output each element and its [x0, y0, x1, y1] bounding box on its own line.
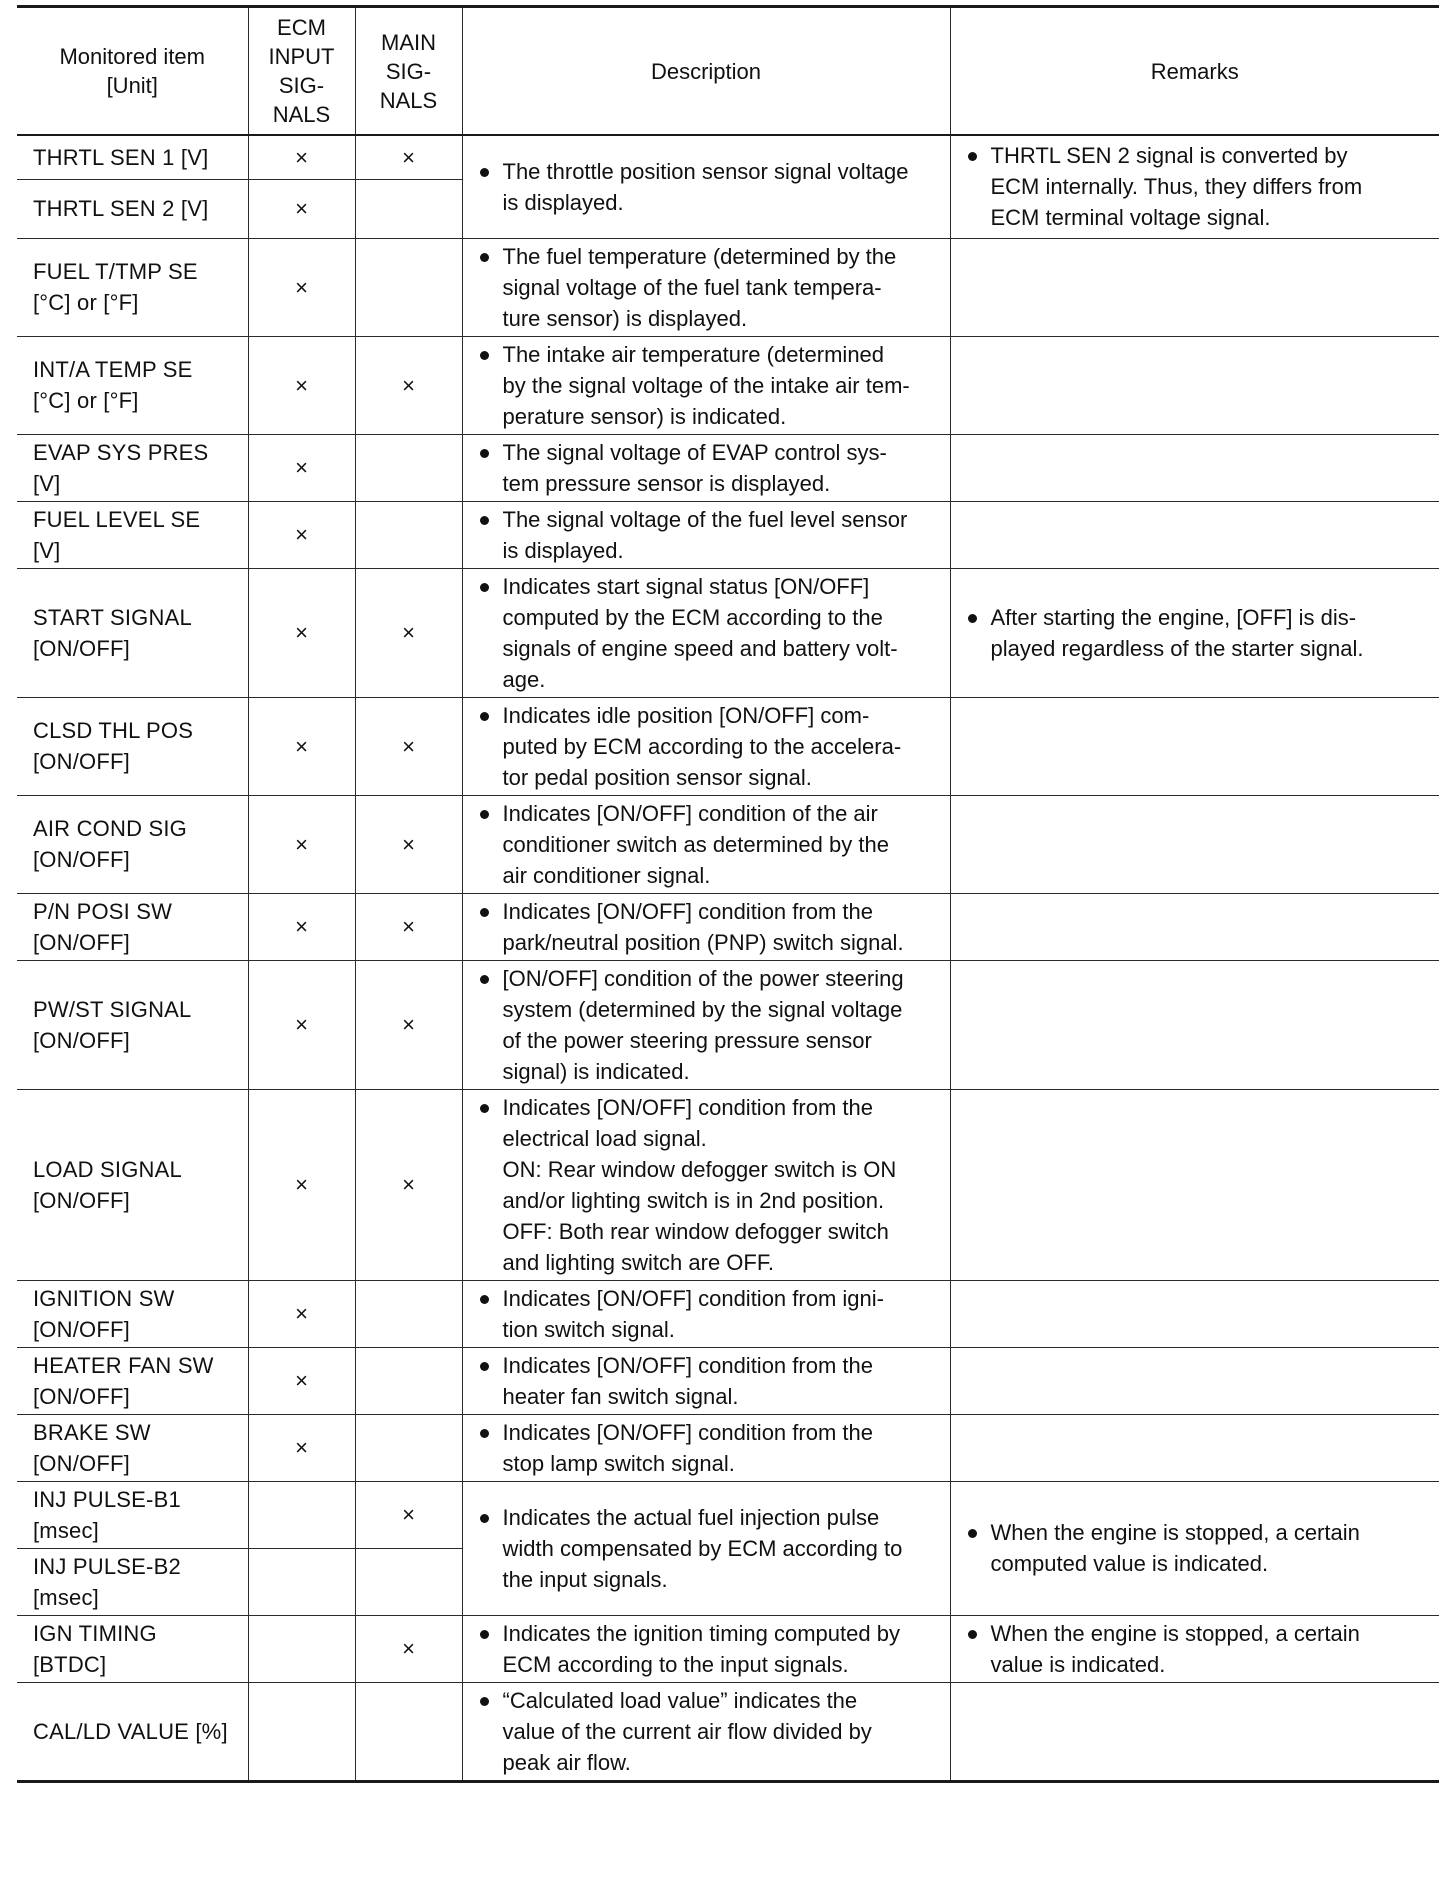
main-signal-cell	[355, 697, 462, 795]
bullet-item: When the engine is stopped, a certain value is indicated.	[965, 1618, 1434, 1680]
ecm-input-signal-cell	[248, 1089, 355, 1280]
bullet-item: The intake air temperature (determined by the signal voltage of the intake air tem- perature sensor) is indicated.	[477, 339, 944, 432]
remarks-cell	[950, 1682, 1439, 1781]
main-signal-cell	[355, 434, 462, 501]
cross-mark-icon: ×	[402, 1502, 415, 1527]
cross-mark-icon: ×	[295, 144, 308, 170]
bullet-item: The throttle position sensor signal voltage is displayed.	[477, 156, 944, 218]
table-row	[17, 1280, 1439, 1347]
bullet-item: Indicates idle position [ON/OFF] com- puted by ECM according to the accelera- tor pedal position sensor signal.	[477, 700, 944, 793]
remarks-cell-list	[965, 140, 1434, 233]
cross-mark-icon: ×	[402, 1012, 415, 1037]
table-row	[17, 1481, 1439, 1548]
description-cell	[462, 568, 950, 697]
table-row	[17, 1347, 1439, 1414]
table-row	[17, 135, 1439, 179]
cross-mark-icon: ×	[295, 1012, 308, 1037]
cross-mark-icon: ×	[402, 372, 415, 398]
main-signal-cell	[355, 960, 462, 1089]
table-row	[17, 238, 1439, 336]
remarks-cell	[950, 1481, 1439, 1615]
description-cell-list	[477, 1502, 944, 1595]
cross-mark-icon: ×	[402, 733, 415, 759]
monitored-item-cell: THRTL SEN 2 [V]	[17, 179, 248, 238]
main-signal-cell	[355, 135, 462, 179]
main-signal-cell	[355, 501, 462, 568]
bullet-item: Indicates [ON/OFF] condition of the air conditioner switch as determined by the air conditioner signal.	[477, 798, 944, 891]
table-row	[17, 893, 1439, 960]
description-cell-list	[477, 798, 944, 891]
remarks-cell	[950, 795, 1439, 893]
monitored-item-cell: BRAKE SW [ON/OFF]	[17, 1414, 248, 1481]
main-signal-cell	[355, 179, 462, 238]
remarks-cell-list	[965, 602, 1434, 664]
main-signal-cell	[355, 1414, 462, 1481]
description-cell	[462, 336, 950, 434]
main-signal-cell	[355, 893, 462, 960]
monitored-items-table	[17, 5, 1439, 1783]
bullet-item: The signal voltage of the fuel level sensor is displayed.	[477, 504, 944, 566]
cross-mark-icon: ×	[295, 274, 308, 300]
ecm-input-signal-cell	[248, 1347, 355, 1414]
cross-mark-icon: ×	[402, 1172, 415, 1197]
remarks-cell	[950, 1615, 1439, 1682]
description-cell	[462, 1347, 950, 1414]
monitored-item-cell: PW/ST SIGNAL [ON/OFF]	[17, 960, 248, 1089]
cross-mark-icon: ×	[295, 1435, 308, 1460]
description-cell	[462, 1280, 950, 1347]
monitored-item-cell: HEATER FAN SW [ON/OFF]	[17, 1347, 248, 1414]
remarks-cell	[950, 1280, 1439, 1347]
ecm-input-signal-cell	[248, 697, 355, 795]
main-signal-cell	[355, 1682, 462, 1781]
monitored-item-cell: START SIGNAL [ON/OFF]	[17, 568, 248, 697]
table-row	[17, 1089, 1439, 1280]
description-cell	[462, 434, 950, 501]
ecm-input-signal-cell	[248, 893, 355, 960]
cross-mark-icon: ×	[295, 1301, 308, 1326]
description-cell-list	[477, 437, 944, 499]
cross-mark-icon: ×	[402, 1636, 415, 1661]
description-cell-list	[477, 1685, 944, 1778]
remarks-cell	[950, 434, 1439, 501]
table-row	[17, 795, 1439, 893]
monitored-item-cell: CLSD THL POS [ON/OFF]	[17, 697, 248, 795]
description-cell-list	[477, 339, 944, 432]
table-row	[17, 568, 1439, 697]
monitored-item-cell: INJ PULSE-B2 [msec]	[17, 1548, 248, 1615]
bullet-item: Indicates [ON/OFF] condition from the electrical load signal. ON: Rear window defogger switch is ON and/or lighting switch is in 2nd position. OFF: Both rear window defogger switch and lighting switch are OFF.	[477, 1092, 944, 1278]
monitored-item-cell: IGNITION SW [ON/OFF]	[17, 1280, 248, 1347]
description-cell-list	[477, 571, 944, 695]
cross-mark-icon: ×	[295, 733, 308, 759]
cross-mark-icon: ×	[295, 522, 308, 547]
ecm-input-signal-cell	[248, 1414, 355, 1481]
description-cell-list	[477, 1092, 944, 1278]
bullet-item: Indicates [ON/OFF] condition from the stop lamp switch signal.	[477, 1417, 944, 1479]
monitored-item-cell: EVAP SYS PRES [V]	[17, 434, 248, 501]
main-signal-cell	[355, 1347, 462, 1414]
bullet-item: Indicates [ON/OFF] condition from the park/neutral position (PNP) switch signal.	[477, 896, 944, 958]
table-row	[17, 1682, 1439, 1781]
main-signal-cell	[355, 1615, 462, 1682]
description-cell	[462, 795, 950, 893]
ecm-input-signal-cell	[248, 568, 355, 697]
main-signal-cell	[355, 1481, 462, 1548]
table-row	[17, 1615, 1439, 1682]
monitored-item-cell: FUEL T/TMP SE [°C] or [°F]	[17, 238, 248, 336]
ecm-input-signal-cell	[248, 238, 355, 336]
bullet-item: Indicates [ON/OFF] condition from the heater fan switch signal.	[477, 1350, 944, 1412]
header-ecm-input-signals: ECM INPUT SIG- NALS	[248, 7, 355, 136]
description-cell-list	[477, 156, 944, 218]
cross-mark-icon: ×	[295, 620, 308, 645]
table-row	[17, 697, 1439, 795]
remarks-cell	[950, 960, 1439, 1089]
cross-mark-icon: ×	[295, 196, 308, 221]
description-cell	[462, 1481, 950, 1615]
description-cell	[462, 238, 950, 336]
header-remarks: Remarks	[950, 7, 1439, 136]
ecm-input-signal-cell	[248, 795, 355, 893]
ecm-input-signal-cell	[248, 336, 355, 434]
bullet-item: The signal voltage of EVAP control sys- tem pressure sensor is displayed.	[477, 437, 944, 499]
header-main-signals: MAIN SIG- NALS	[355, 7, 462, 136]
description-cell	[462, 501, 950, 568]
cross-mark-icon: ×	[295, 831, 308, 857]
description-cell	[462, 893, 950, 960]
remarks-cell-list	[965, 1517, 1434, 1579]
description-cell	[462, 1682, 950, 1781]
table-header-row	[17, 7, 1439, 136]
main-signal-cell	[355, 336, 462, 434]
table-row	[17, 434, 1439, 501]
cross-mark-icon: ×	[295, 455, 308, 480]
monitored-item-cell: INT/A TEMP SE [°C] or [°F]	[17, 336, 248, 434]
remarks-cell	[950, 893, 1439, 960]
remarks-cell	[950, 1347, 1439, 1414]
cross-mark-icon: ×	[402, 144, 415, 170]
bullet-item: THRTL SEN 2 signal is converted by ECM internally. Thus, they differs from ECM terminal voltage signal.	[965, 140, 1434, 233]
description-cell	[462, 1089, 950, 1280]
cross-mark-icon: ×	[295, 1368, 308, 1393]
bullet-item: When the engine is stopped, a certain computed value is indicated.	[965, 1517, 1434, 1579]
cross-mark-icon: ×	[402, 620, 415, 645]
description-cell	[462, 135, 950, 238]
ecm-input-signal-cell	[248, 1615, 355, 1682]
description-cell-list	[477, 1618, 944, 1680]
remarks-cell	[950, 1089, 1439, 1280]
ecm-input-signal-cell	[248, 960, 355, 1089]
table-row	[17, 336, 1439, 434]
ecm-input-signal-cell	[248, 179, 355, 238]
ecm-input-signal-cell	[248, 1481, 355, 1548]
bullet-item: Indicates the actual fuel injection pulse width compensated by ECM according to the input signals.	[477, 1502, 944, 1595]
monitored-item-cell: CAL/LD VALUE [%]	[17, 1682, 248, 1781]
main-signal-cell	[355, 1548, 462, 1615]
description-cell-list	[477, 963, 944, 1087]
main-signal-cell	[355, 1280, 462, 1347]
description-cell	[462, 1615, 950, 1682]
description-cell	[462, 697, 950, 795]
remarks-cell	[950, 238, 1439, 336]
monitored-item-cell: INJ PULSE-B1 [msec]	[17, 1481, 248, 1548]
description-cell-list	[477, 1350, 944, 1412]
bullet-item: Indicates [ON/OFF] condition from igni- tion switch signal.	[477, 1283, 944, 1345]
ecm-input-signal-cell	[248, 1682, 355, 1781]
monitored-item-cell: FUEL LEVEL SE [V]	[17, 501, 248, 568]
bullet-item: Indicates the ignition timing computed by ECM according to the input signals.	[477, 1618, 944, 1680]
table-row	[17, 1414, 1439, 1481]
remarks-cell	[950, 697, 1439, 795]
cross-mark-icon: ×	[295, 914, 308, 939]
remarks-cell	[950, 135, 1439, 238]
ecm-input-signal-cell	[248, 434, 355, 501]
cross-mark-icon: ×	[402, 914, 415, 939]
header-description: Description	[462, 7, 950, 136]
bullet-item: [ON/OFF] condition of the power steering system (determined by the signal voltage of the power steering pressure sensor signal) is indicated.	[477, 963, 944, 1087]
description-cell-list	[477, 1283, 944, 1345]
remarks-cell	[950, 1414, 1439, 1481]
monitored-item-cell: THRTL SEN 1 [V]	[17, 135, 248, 179]
description-cell-list	[477, 1417, 944, 1479]
remarks-cell-list	[965, 1618, 1434, 1680]
description-cell-list	[477, 700, 944, 793]
ecm-input-signal-cell	[248, 1280, 355, 1347]
ecm-input-signal-cell	[248, 135, 355, 179]
cross-mark-icon: ×	[295, 1172, 308, 1197]
cross-mark-icon: ×	[295, 372, 308, 398]
description-cell	[462, 960, 950, 1089]
remarks-cell	[950, 336, 1439, 434]
ecm-input-signal-cell	[248, 1548, 355, 1615]
bullet-item: “Calculated load value” indicates the value of the current air flow divided by peak air flow.	[477, 1685, 944, 1778]
description-cell-list	[477, 241, 944, 334]
description-cell	[462, 1414, 950, 1481]
description-cell-list	[477, 504, 944, 566]
table-row	[17, 501, 1439, 568]
monitored-item-cell: IGN TIMING [BTDC]	[17, 1615, 248, 1682]
bullet-item: The fuel temperature (determined by the signal voltage of the fuel tank tempera- ture sensor) is displayed.	[477, 241, 944, 334]
table-body	[17, 135, 1439, 1781]
ecm-input-signal-cell	[248, 501, 355, 568]
cross-mark-icon: ×	[402, 831, 415, 857]
main-signal-cell	[355, 795, 462, 893]
main-signal-cell	[355, 238, 462, 336]
remarks-cell	[950, 501, 1439, 568]
header-monitored-item: Monitored item [Unit]	[17, 7, 248, 136]
table-row	[17, 960, 1439, 1089]
bullet-item: Indicates start signal status [ON/OFF] computed by the ECM according to the signals of engine speed and battery volt- age.	[477, 571, 944, 695]
description-cell-list	[477, 896, 944, 958]
remarks-cell	[950, 568, 1439, 697]
main-signal-cell	[355, 1089, 462, 1280]
main-signal-cell	[355, 568, 462, 697]
monitored-item-cell: AIR COND SIG [ON/OFF]	[17, 795, 248, 893]
bullet-item: After starting the engine, [OFF] is dis- played regardless of the starter signal.	[965, 602, 1434, 664]
monitored-item-cell: P/N POSI SW [ON/OFF]	[17, 893, 248, 960]
monitored-item-cell: LOAD SIGNAL [ON/OFF]	[17, 1089, 248, 1280]
